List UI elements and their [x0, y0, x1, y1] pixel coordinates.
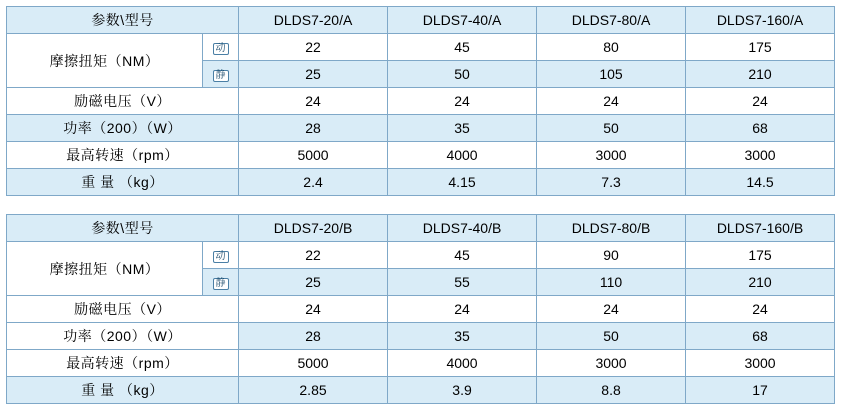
row-label-power: 功率（200）（W） [7, 115, 239, 142]
header-model-4: DLDS7-160/A [686, 7, 835, 34]
table-row [7, 88, 835, 115]
table-row [7, 169, 835, 196]
cell-value: 50 [537, 323, 686, 350]
cell-value: 5000 [239, 350, 388, 377]
cell-value: 35 [388, 323, 537, 350]
row-label-max-speed: 最高转速（rpm） [7, 350, 239, 377]
cell-value: 35 [388, 115, 537, 142]
cell-value: 24 [537, 296, 686, 323]
header-model-1: DLDS7-20/A [239, 7, 388, 34]
table-row [7, 377, 835, 404]
cell-value: 3000 [686, 350, 835, 377]
row-label-friction-torque: 摩擦扭矩（NM） [7, 242, 203, 296]
cell-value: 4000 [388, 350, 537, 377]
cell-value: 50 [537, 115, 686, 142]
row-label-excitation-voltage: 励磁电压（V） [7, 88, 239, 115]
cell-value: 175 [686, 242, 835, 269]
table-row [7, 34, 835, 61]
cell-value: 28 [239, 323, 388, 350]
static-torque-icon: 静 [203, 61, 239, 88]
cell-value: 22 [239, 242, 388, 269]
cell-value: 22 [239, 34, 388, 61]
cell-value: 24 [239, 88, 388, 115]
cell-value: 210 [686, 269, 835, 296]
cell-value: 55 [388, 269, 537, 296]
cell-value: 210 [686, 61, 835, 88]
table-row [7, 242, 835, 269]
cell-value: 24 [239, 296, 388, 323]
header-model-4: DLDS7-160/B [686, 215, 835, 242]
table-header-row [7, 215, 835, 242]
cell-value: 24 [388, 88, 537, 115]
cell-value: 24 [537, 88, 686, 115]
cell-value: 25 [239, 61, 388, 88]
cell-value: 4.15 [388, 169, 537, 196]
row-label-weight: 重 量 （kg） [7, 169, 239, 196]
cell-value: 3000 [686, 142, 835, 169]
spec-table-series-a [6, 6, 835, 196]
cell-value: 24 [686, 88, 835, 115]
table-row [7, 296, 835, 323]
cell-value: 3.9 [388, 377, 537, 404]
row-label-max-speed: 最高转速（rpm） [7, 142, 239, 169]
cell-value: 7.3 [537, 169, 686, 196]
cell-value: 5000 [239, 142, 388, 169]
cell-value: 4000 [388, 142, 537, 169]
cell-value: 45 [388, 34, 537, 61]
cell-value: 14.5 [686, 169, 835, 196]
row-label-weight: 重 量 （kg） [7, 377, 239, 404]
static-torque-icon: 静 [203, 269, 239, 296]
cell-value: 17 [686, 377, 835, 404]
table-row [7, 115, 835, 142]
row-label-friction-torque: 摩擦扭矩（NM） [7, 34, 203, 88]
cell-value: 24 [686, 296, 835, 323]
cell-value: 50 [388, 61, 537, 88]
cell-value: 105 [537, 61, 686, 88]
table-row [7, 350, 835, 377]
cell-value: 110 [537, 269, 686, 296]
row-label-excitation-voltage: 励磁电压（V） [7, 296, 239, 323]
header-model-3: DLDS7-80/A [537, 7, 686, 34]
table-row [7, 142, 835, 169]
dynamic-torque-icon: 动 [203, 242, 239, 269]
cell-value: 8.8 [537, 377, 686, 404]
dynamic-torque-icon: 动 [203, 34, 239, 61]
header-param-label: 参数\型号 [7, 7, 239, 34]
cell-value: 45 [388, 242, 537, 269]
header-model-1: DLDS7-20/B [239, 215, 388, 242]
cell-value: 3000 [537, 142, 686, 169]
header-model-3: DLDS7-80/B [537, 215, 686, 242]
table-row [7, 323, 835, 350]
cell-value: 24 [388, 296, 537, 323]
cell-value: 68 [686, 323, 835, 350]
cell-value: 68 [686, 115, 835, 142]
cell-value: 2.4 [239, 169, 388, 196]
header-model-2: DLDS7-40/A [388, 7, 537, 34]
row-label-power: 功率（200）（W） [7, 323, 239, 350]
cell-value: 80 [537, 34, 686, 61]
cell-value: 90 [537, 242, 686, 269]
cell-value: 2.85 [239, 377, 388, 404]
cell-value: 28 [239, 115, 388, 142]
table-header-row [7, 7, 835, 34]
header-param-label: 参数\型号 [7, 215, 239, 242]
header-model-2: DLDS7-40/B [388, 215, 537, 242]
cell-value: 25 [239, 269, 388, 296]
cell-value: 3000 [537, 350, 686, 377]
cell-value: 175 [686, 34, 835, 61]
spec-table-series-b [6, 214, 835, 404]
